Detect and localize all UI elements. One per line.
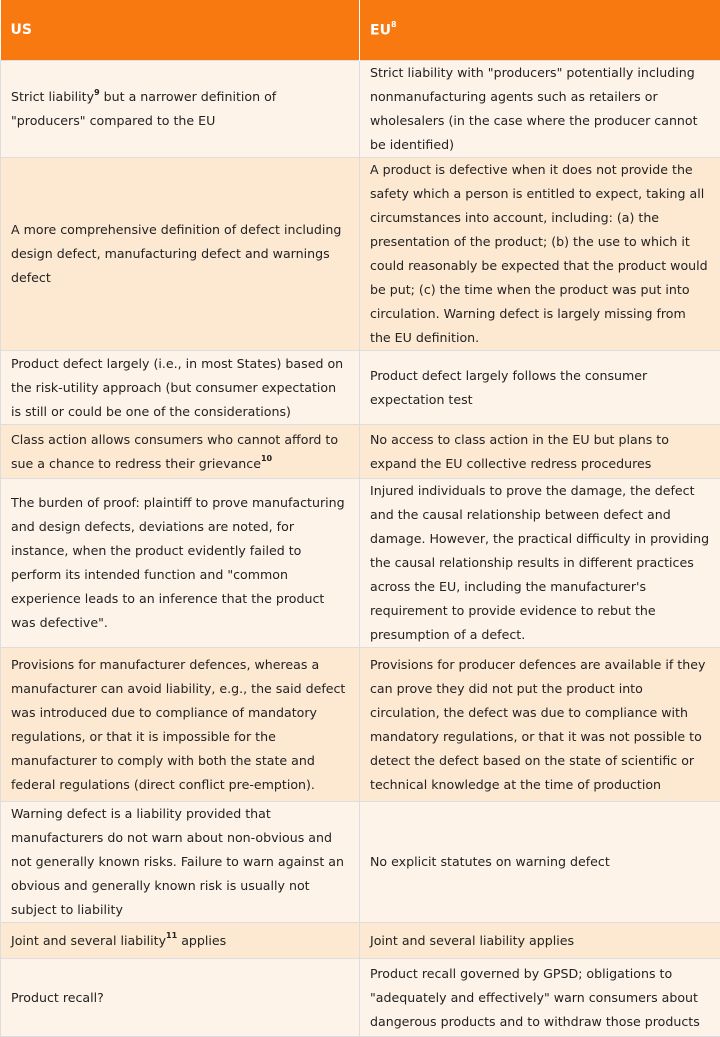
header-eu [360,0,720,61]
eu-cell: Provisions for producer defences are available if they can prove they did not put the product into circulation, the defect was due to compliance with mandatory regulations, or that it was not possible to detect the defect based on the state of scientific or technical knowledge at the time of production [360,648,720,802]
header-us [1,0,360,61]
us-cell [1,61,360,158]
eu-cell: No explicit statutes on warning defect [360,802,720,923]
header-row [1,0,720,61]
eu-cell: Joint and several liability applies [360,923,720,959]
table-row [1,802,720,923]
us-cell: Product defect largely (i.e., in most States) based on the risk-utility approach (but consumer expectation is still or could be one of the considerations) [1,351,360,425]
table-row [1,158,720,351]
cell-text: Class action allows consumers who cannot afford to sue a chance to redress their grievance [11,432,338,471]
footnote-ref: 11 [166,931,177,940]
eu-cell: Injured individuals to prove the damage, the defect and the causal relationship between defect and damage. However, the practical difficulty in providing the causal relationship results in different practices across the EU, including the manufacturer's requirement to provide evidence to rebut the presumption of a defect. [360,479,720,648]
table-row [1,479,720,648]
table-row [1,61,720,158]
table-row [1,351,720,425]
us-cell: Warning defect is a liability provided that manufacturers do not warn about non-obvious and not generally known risks. Failure to warn against an obvious and generally known risk is usually not subject to liability [1,802,360,923]
eu-cell: Strict liability with "producers" potentially including nonmanufacturing agents such as retailers or wholesalers (in the case where the producer cannot be identified) [360,61,720,158]
us-cell [1,923,360,959]
us-cell: Provisions for manufacturer defences, whereas a manufacturer can avoid liability, e.g., the said defect was introduced due to compliance of mandatory regulations, or that it is impossible for the manufacturer to comply with both the state and federal regulations (direct conflict pre-emption). [1,648,360,802]
eu-cell: Product defect largely follows the consumer expectation test [360,351,720,425]
eu-cell: No access to class action in the EU but plans to expand the EU collective redress procedures [360,425,720,479]
footnote-ref: 8 [391,20,397,29]
us-cell: A more comprehensive definition of defect including design defect, manufacturing defect and warnings defect [1,158,360,351]
header-us-label: US [11,22,32,38]
footnote-ref: 9 [94,88,100,97]
cell-text: Strict liability [11,89,94,104]
table-row [1,648,720,802]
table-row [1,923,720,959]
eu-cell: A product is defective when it does not provide the safety which a person is entitled to expect, taking all circumstances into account, including: (a) the presentation of the product; (b) the use to which it could reasonably be expected that the product would be put; (c) the time when the product was put into circulation. Warning defect is largely missing from the EU definition. [360,158,720,351]
eu-cell: Product recall governed by GPSD; obligations to "adequately and effectively" warn consumers about dangerous products and to withdraw those products [360,959,720,1037]
us-cell [1,425,360,479]
footnote-ref: 10 [261,454,272,463]
cell-text: applies [177,933,226,948]
cell-text: but a narrower definition of "producers" compared to the EU [11,89,276,128]
cell-text: Joint and several liability [11,933,166,948]
header-eu-label: EU [370,22,391,38]
table-row [1,959,720,1037]
us-cell: Product recall? [1,959,360,1037]
table-row [1,425,720,479]
us-cell: The burden of proof: plaintiff to prove manufacturing and design defects, deviations are noted, for instance, when the product evidently failed to perform its intended function and "common experience leads to an inference that the product was defective". [1,479,360,648]
